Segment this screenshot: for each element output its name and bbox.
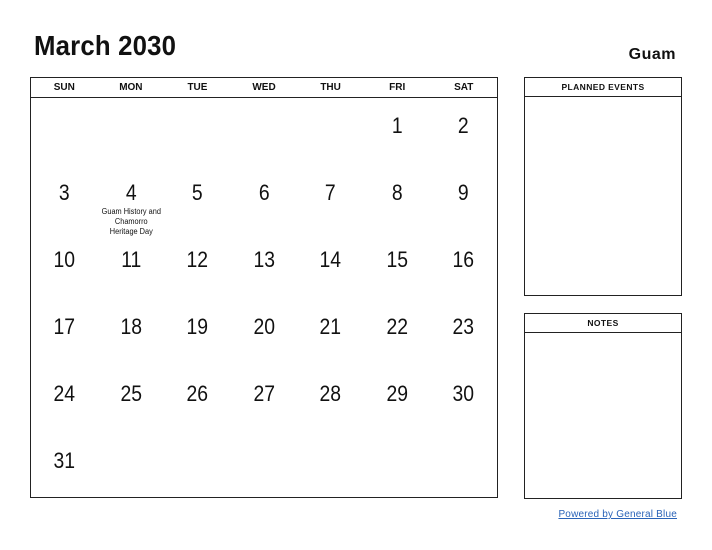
day-cell [164,98,231,165]
day-number: 28 [319,381,342,406]
day-number: 5 [192,180,203,205]
weekday-header: THU [320,82,341,93]
day-cell [31,165,98,232]
day-number: 29 [386,381,408,406]
week-row [31,433,497,500]
day-cell [430,366,497,433]
day-cell [31,299,98,366]
day-cell [364,165,431,232]
planned-events-title: PLANNED EVENTS [525,78,681,97]
day-number: 1 [391,113,403,138]
day-number: 27 [253,381,275,406]
week-row [31,366,497,433]
day-number: 2 [458,113,470,138]
day-cell [430,165,497,232]
day-number: 3 [58,180,70,205]
day-cell [31,232,98,299]
calendar-grid [30,77,498,498]
day-cell [164,232,231,299]
day-cell [430,299,497,366]
weekday-header: MON [119,82,143,93]
weekday-header-row [31,78,497,98]
day-cell [364,366,431,433]
week-row [31,232,497,299]
day-cell [164,165,231,232]
weekday-header: FRI [389,82,406,93]
day-number: 24 [53,381,76,406]
day-cell [31,433,98,500]
day-cell [364,98,431,165]
day-cell [364,232,431,299]
day-cell [164,299,231,366]
day-cell [231,165,298,232]
day-number: 15 [386,247,408,272]
weekday-header: TUE [187,82,208,93]
day-cell [231,98,298,165]
notes-panel [524,313,682,499]
page-title: March 2030 [34,30,177,61]
week-row [31,165,497,236]
day-cell [31,98,98,165]
day-number: 11 [120,247,141,272]
day-number: 16 [452,247,475,272]
day-cell [364,433,431,500]
day-cell [231,232,298,299]
day-number: 18 [120,314,142,339]
day-cell [231,433,298,500]
day-cell [297,98,364,165]
day-number: 6 [258,180,270,205]
weekday-header: WED [252,82,276,93]
day-number: 23 [452,314,475,339]
day-number: 17 [53,314,76,339]
day-cell [297,366,364,433]
day-number: 10 [53,247,76,272]
week-row [31,299,497,366]
day-cell [430,433,497,500]
day-cell [98,433,165,500]
day-cell [297,433,364,500]
weekday-header: SAT [454,82,474,93]
day-number: 30 [452,381,475,406]
day-number: 20 [253,314,275,339]
region-label: Guam [628,46,676,63]
planned-events-panel [524,77,682,296]
day-cell [98,366,165,433]
day-cell [364,299,431,366]
day-cell [98,165,165,236]
day-number: 26 [186,381,209,406]
day-cell [31,366,98,433]
day-number: 14 [319,247,342,272]
day-cell [98,232,165,299]
week-row [31,98,497,165]
day-number: 31 [53,448,76,473]
notes-title: NOTES [525,314,681,333]
day-cell [164,366,231,433]
day-cell [231,366,298,433]
day-number: 8 [391,180,403,205]
day-cell [164,433,231,500]
day-number: 21 [319,314,342,339]
day-cell [98,299,165,366]
day-number: 4 [125,180,137,205]
day-number: 25 [120,381,142,406]
day-number: 12 [186,247,209,272]
day-cell [297,165,364,232]
day-cell [297,299,364,366]
day-number: 7 [325,180,336,205]
holiday-label: Guam History and Chamorro Heritage Day [101,207,161,236]
day-cell [98,98,165,165]
day-cell [231,299,298,366]
day-cell [297,232,364,299]
day-number: 22 [386,314,408,339]
day-cell [430,232,497,299]
powered-by-link[interactable]: Powered by General Blue [558,509,677,520]
day-number: 13 [253,247,275,272]
day-cell [430,98,497,165]
weekday-header: SUN [53,82,75,93]
day-number: 19 [186,314,209,339]
day-number: 9 [458,180,470,205]
